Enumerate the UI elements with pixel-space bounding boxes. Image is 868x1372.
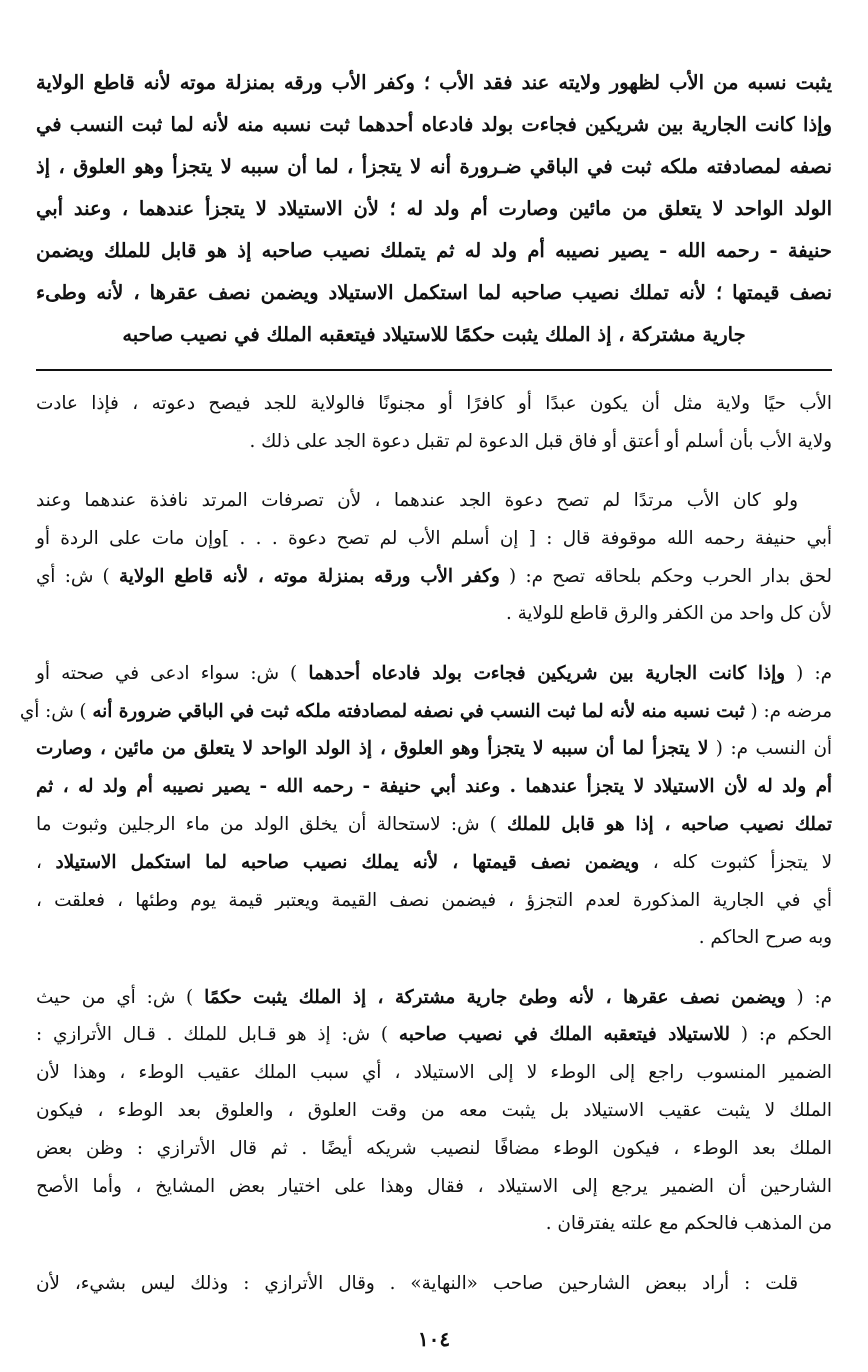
commentary-text: الحكم م: ( <box>729 1024 832 1046</box>
commentary-text: ) ش: إذ هو قـابل للملك . قـال الأترازي : <box>36 1024 399 1046</box>
commentary-text: أن النسب م: ( <box>708 738 832 760</box>
commentary-text: ) ش: لاستحالة أن يخلق الولد من ماء الرجلين وثبوت ما <box>36 813 507 835</box>
matn-line: وإذا كانت الجارية بين شريكين فجاءت بولد فادعاه أحدهما ثبت نسبه منه لأنه لما ثبت النسب في <box>36 113 832 136</box>
commentary-text: ) ش: أي <box>36 565 119 587</box>
matn-quote: لا يتجزأ لما أن سببه لا يتجزأ وهو العلوق ، إذ الولد الواحد لا يتعلق من مائين ، وصارت <box>36 738 709 760</box>
matn-line: نصف قيمتها ؛ لأنه تملك نصيب صاحبه لما استكمل الاستيلاد ويضمن نصف عقرها ، لأنه وطىء <box>36 281 832 304</box>
commentary-line: وبه صرح الحاكم . <box>698 927 832 949</box>
commentary-line: ولاية الأب بأن أسلم أو أعتق أو فاق قبل الدعوة لم تقبل دعوة الجد على ذلك . <box>249 430 832 452</box>
sharh-commentary <box>19 385 833 1303</box>
matn-quote: ويضمن نصف قيمتها ، لأنه يملك نصيب صاحبه لما استكمل الاستيلاد <box>55 851 640 873</box>
commentary-text: ) ش: أي من حيث <box>36 986 205 1008</box>
commentary-line: من المذهب فالحكم مع علته يفترقان . <box>545 1213 832 1235</box>
commentary-line <box>36 655 832 693</box>
matn-quote: للاستيلاد فيتعقبه الملك في نصيب صاحبه <box>398 1024 730 1046</box>
matn-quote: أم ولد له لأن الاستيلاد لا يتجزأ عندهما . وعند أبي حنيفة - رحمه الله - يصير نصيبه أم ولد له ، ثم <box>36 776 832 798</box>
separator-rule <box>36 369 832 371</box>
commentary-line: الأب حيًا ولاية مثل أن يكون عبدًا أو كافرًا أو مجنونًا فالولاية للجد فيصح دعوته ، فإذا عادت <box>36 393 832 414</box>
commentary-line: ولو كان الأب مرتدًا لم تصح دعوة الجد عندهما ، لأن تصرفات المرتد نافذة عندهما وعند <box>36 490 798 512</box>
matn-quote: تملك نصيب صاحبه ، إذا هو قابل للملك <box>506 813 832 835</box>
commentary-text: لا يتجزأ كثبوت كله ، <box>639 851 833 873</box>
matn-line: الولد الواحد لا يتعلق من مائين وصارت أم ولد له ؛ لأن الاستيلاد لا يتجزأ عندهما ، وعند أبي <box>36 197 832 220</box>
commentary-paragraph-1 <box>36 385 832 461</box>
matn-quote: وإذا كانت الجارية بين شريكين فجاءت بولد فادعاه أحدهما <box>308 662 785 684</box>
commentary-line <box>36 558 832 596</box>
commentary-line <box>36 844 832 882</box>
matn-line: نصفه لمصادفته ملكه ثبت في الباقي ضـرورة أنه لا يتجزأ ، لما أن سببه لا يتجزأ وهو العلوق ، إذ <box>36 155 832 178</box>
commentary-line: الضمير المنسوب راجع إلى الوطء لا إلى الاستيلاد ، أي سبب الملك عقيب الوطء ، وهذا لأن <box>36 1062 832 1084</box>
commentary-line <box>36 768 832 806</box>
commentary-line: لأن كل واحد من الكفر والرق قاطع للولاية . <box>505 603 832 625</box>
commentary-line: قلت : أراد ببعض الشارحين صاحب «النهاية» . وقال الأترازي : وذلك ليس بشيء، لأن <box>36 1272 798 1294</box>
matn-quote: وكفر الأب ورقه بمنزلة موته ، لأنه قاطع الولاية <box>118 565 500 587</box>
matn-line: حنيفة - رحمه الله - يصير نصيبه أم ولد له ثم يتملك نصيب صاحبه إذ هو قابل للملك ويضمن <box>36 239 832 262</box>
commentary-text: مرضه م: ( <box>744 700 832 722</box>
commentary-line <box>36 730 832 768</box>
commentary-line <box>36 806 832 844</box>
matn-main-text <box>36 62 832 356</box>
commentary-text: ) ش: أي <box>19 700 93 722</box>
commentary-line <box>19 693 832 731</box>
commentary-line: الملك لا يثبت عقيب الاستيلاد بل يثبت معه من وقت العلوق ، والعلوق بعد الوطء ، فيكون <box>36 1100 832 1122</box>
commentary-text: ، <box>36 851 56 873</box>
commentary-text: لحق بدار الحرب وحكم بلحاقه تصح م: ( <box>499 565 832 587</box>
commentary-text: ) ش: سواء ادعى في صحته أو <box>36 662 309 684</box>
commentary-line: أي في الجارية المذكورة لعدم التجزؤ ، فيضمن نصف القيمة ويعتبر قيمة يوم وطئها ، فعلقت ، <box>36 889 832 911</box>
commentary-paragraph-5 <box>36 1265 832 1303</box>
commentary-line <box>36 1016 832 1054</box>
commentary-text: م: ( <box>784 662 832 684</box>
commentary-line <box>36 979 832 1017</box>
commentary-line: الملك بعد الوطء ، فيكون الوطء مضافًا لنصيب شريكه أيضًا . ثم قال الأترازي : وظن بعض <box>36 1137 832 1159</box>
page-number: ١٠٤ <box>417 1327 451 1351</box>
commentary-line: الشارحين أن الضمير يرجع إلى الاستيلاد ، فقال وهذا على اختيار بعض المشايخ ، وأما الأصح <box>36 1175 832 1197</box>
matn-line: جارية مشتركة ، إذ الملك يثبت حكمًا للاستيلاد فيتعقبه الملك في نصيب صاحبه <box>122 323 746 346</box>
commentary-line: أبي حنيفة رحمه الله موقوفة قال : [ إن أسلم الأب لم تصح دعوة . . . ]وإن مات على الردة أو <box>36 527 832 549</box>
commentary-text: م: ( <box>785 986 833 1008</box>
commentary-paragraph-2 <box>36 482 832 633</box>
commentary-paragraph-3 <box>19 655 833 957</box>
matn-quote: ويضمن نصف عقرها ، لأنه وطئ جارية مشتركة ، إذ الملك يثبت حكمًا <box>204 986 786 1008</box>
matn-line: يثبت نسبه من الأب لظهور ولايته عند فقد الأب ؛ وكفر الأب ورقه بمنزلة موته لأنه قاطع الولاية <box>36 71 832 94</box>
commentary-paragraph-4 <box>36 979 832 1244</box>
matn-quote: ثبت نسبه منه لأنه لما ثبت النسب في نصفه لمصادفته ملكه ثبت في الباقي ضرورة أنه <box>92 700 745 722</box>
